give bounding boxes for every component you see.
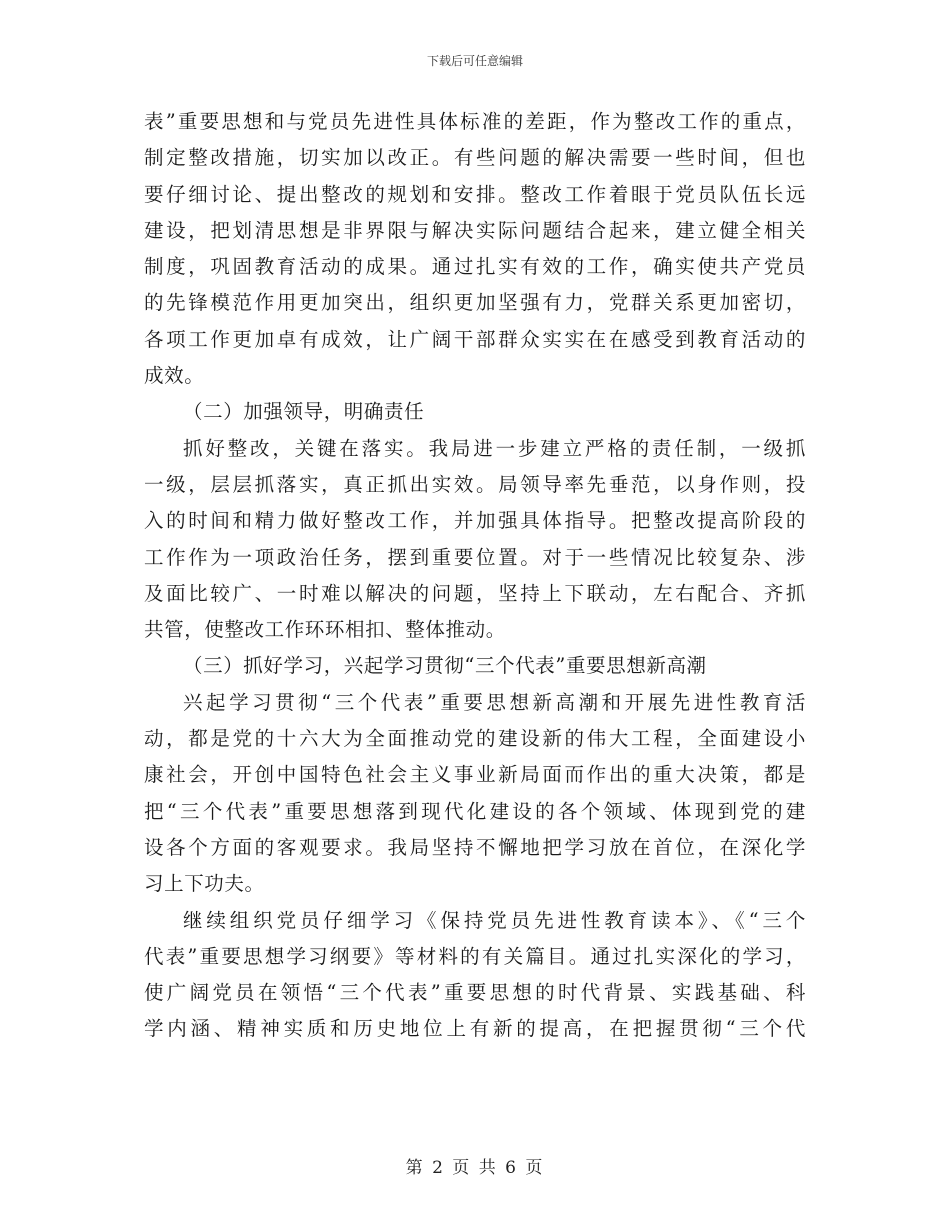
body-line: 工作作为一项政治任务，摆到重要位置。对于一些情况比较复杂、涉: [144, 545, 806, 569]
document-body: [144, 104, 806, 1048]
body-line: 康社会，开创中国特色社会主义事业新局面而作出的重大决策，都是: [144, 763, 806, 787]
section-heading: （三）抓好学习，兴起学习贯彻“三个代表”重要思想新高潮: [183, 654, 707, 678]
body-line: 抓好整改，关键在落实。我局进一步建立严格的责任制，一级抓: [183, 436, 806, 460]
body-line: 一级，层层抓落实，真正抓出实效。局领导率先垂范，以身作则，投: [144, 472, 806, 496]
page-header: 下载后可任意编辑: [426, 54, 523, 68]
body-line: 把“三个代表”重要思想落到现代化建设的各个领域、体现到党的建: [144, 799, 806, 823]
body-line: 共管，使整改工作环环相扣、整体推动。: [144, 618, 506, 642]
body-line: 代表”重要思想学习纲要》等材料的有关篇目。通过扎实深化的学习，: [144, 944, 806, 968]
body-line: 建设，把划清思想是非界限与解决实际问题结合起来，建立健全相关: [144, 218, 806, 242]
body-line: 继续组织党员仔细学习《保持党员先进性教育读本》、《“三个: [183, 908, 806, 932]
body-line: 的先锋模范作用更加突出，组织更加坚强有力，党群关系更加密切，: [144, 291, 806, 315]
body-line: 表”重要思想和与党员先进性具体标准的差距，作为整改工作的重点，: [144, 110, 806, 133]
body-line: 各项工作更加卓有成效，让广阔干部群众实实在在感受到教育活动的: [144, 327, 806, 351]
body-line: 制度，巩固教育活动的成果。通过扎实有效的工作，确实使共产党员: [144, 255, 806, 279]
body-line: 习上下功夫。: [144, 872, 265, 896]
body-line: 入的时间和精力做好整改工作，并加强具体指导。把整改提高阶段的: [144, 509, 806, 533]
section-heading: （二）加强领导，明确责任: [183, 400, 425, 424]
body-line: 学内涵、精神实质和历史地位上有新的提高，在把握贯彻“三个代: [144, 1017, 806, 1041]
body-line: 及面比较广、一时难以解决的问题，坚持上下联动，左右配合、齐抓: [144, 581, 806, 605]
body-line: 要仔细讨论、提出整改的规划和安排。整改工作着眼于党员队伍长远: [144, 182, 806, 206]
body-line: 动，都是党的十六大为全面推动党的建设新的伟大工程，全面建设小: [144, 727, 806, 751]
body-line: 使广阔党员在领悟“三个代表”重要思想的时代背景、实践基础、科: [144, 981, 806, 1005]
body-line: 制定整改措施，切实加以改正。有些问题的解决需要一些时间，但也: [144, 146, 806, 170]
body-line: 设各个方面的客观要求。我局坚持不懈地把学习放在首位，在深化学: [144, 835, 806, 859]
body-line: 兴起学习贯彻“三个代表”重要思想新高潮和开展先进性教育活: [183, 690, 806, 714]
body-line: 成效。: [144, 364, 205, 388]
page-footer: 第 2 页 共 6 页: [405, 1158, 545, 1178]
